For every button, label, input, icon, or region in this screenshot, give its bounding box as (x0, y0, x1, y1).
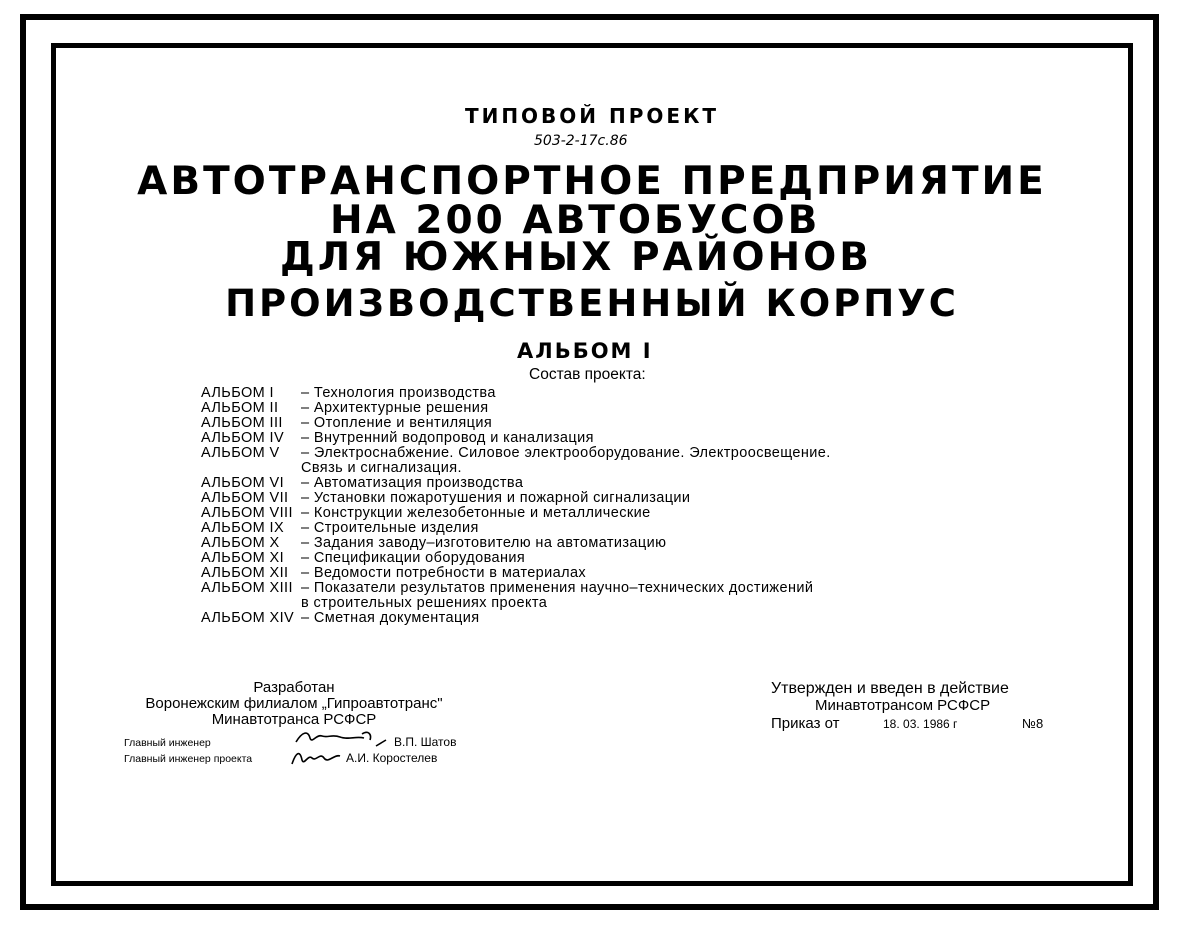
title-line-3: ДЛЯ ЮЖНЫХ РАЙОНОВ (280, 235, 873, 280)
list-item: АЛЬБОМ VIII – Конструкции железобетонные и металлические (201, 505, 651, 521)
approved-label: Утвержден и введен в действие (771, 680, 1009, 697)
list-item: Связь и сигнализация. (301, 460, 462, 476)
project-code: 503-2-17с.86 (534, 133, 628, 149)
order-label: Приказ от (771, 715, 840, 732)
list-item: АЛЬБОМ X – Задания заводу–изготовителю на автоматизацию (201, 535, 667, 551)
list-item: АЛЬБОМ XI – Спецификации оборудования (201, 550, 526, 566)
developer-ministry: Минавтотранса РСФСР (211, 711, 377, 728)
order-number: №8 (1022, 716, 1044, 731)
list-item: АЛЬБОМ XII – Ведомости потребности в материалах (201, 565, 587, 581)
project-engineer-role: Главный инженер проекта (124, 753, 253, 765)
list-item: АЛЬБОМ III – Отопление и вентиляция (201, 415, 493, 431)
list-item: АЛЬБОМ IV – Внутренний водопровод и канализация (201, 430, 594, 446)
title-line-2: НА 200 АВТОБУСОВ (330, 198, 821, 243)
chief-engineer-name: В.П. Шатов (394, 735, 457, 749)
order-date: 18. 03. 1986 г (883, 717, 958, 731)
developed-block (124, 680, 464, 728)
list-item: АЛЬБОМ V – Электроснабжение. Силовое электрооборудование. Электроосвещение. (201, 445, 831, 461)
list-item: АЛЬБОМ XIV – Сметная документация (201, 610, 480, 626)
project-engineer-name: А.И. Коростелев (346, 751, 438, 765)
project-engineer-signature (288, 744, 344, 770)
composition-label: Состав проекта: (529, 366, 646, 383)
list-item: АЛЬБОМ XIII – Показатели результатов применения научно–технических достижений (201, 580, 814, 596)
developed-label: Разработан (253, 679, 335, 696)
approving-ministry: Минавтотрансом РСФСР (815, 697, 991, 714)
list-item: АЛЬБОМ II – Архитектурные решения (201, 400, 489, 416)
list-item: АЛЬБОМ I – Технология производства (201, 385, 496, 401)
list-item: АЛЬБОМ IX – Строительные изделия (201, 520, 479, 536)
list-item: АЛЬБОМ VI – Автоматизация производства (201, 475, 524, 491)
chief-engineer-role: Главный инженер (124, 737, 211, 749)
list-item: АЛЬБОМ VII – Установки пожаротушения и пожарной сигнализации (201, 490, 691, 506)
contents-list (201, 386, 831, 626)
title-line-4: ПРОИЗВОДСТВЕННЫЙ КОРПУС (225, 282, 959, 325)
developer-org: Воронежским филиалом „Гипроавтотранс" (145, 695, 443, 712)
title-line-1: АВТОТРАНСПОРТНОЕ ПРЕДПРИЯТИЕ (137, 159, 1047, 204)
album-label: АЛЬБОМ I (517, 339, 653, 363)
typical-project-label: ТИПОВОЙ ПРОЕКТ (464, 104, 720, 128)
list-item: в строительных решениях проекта (301, 595, 548, 611)
